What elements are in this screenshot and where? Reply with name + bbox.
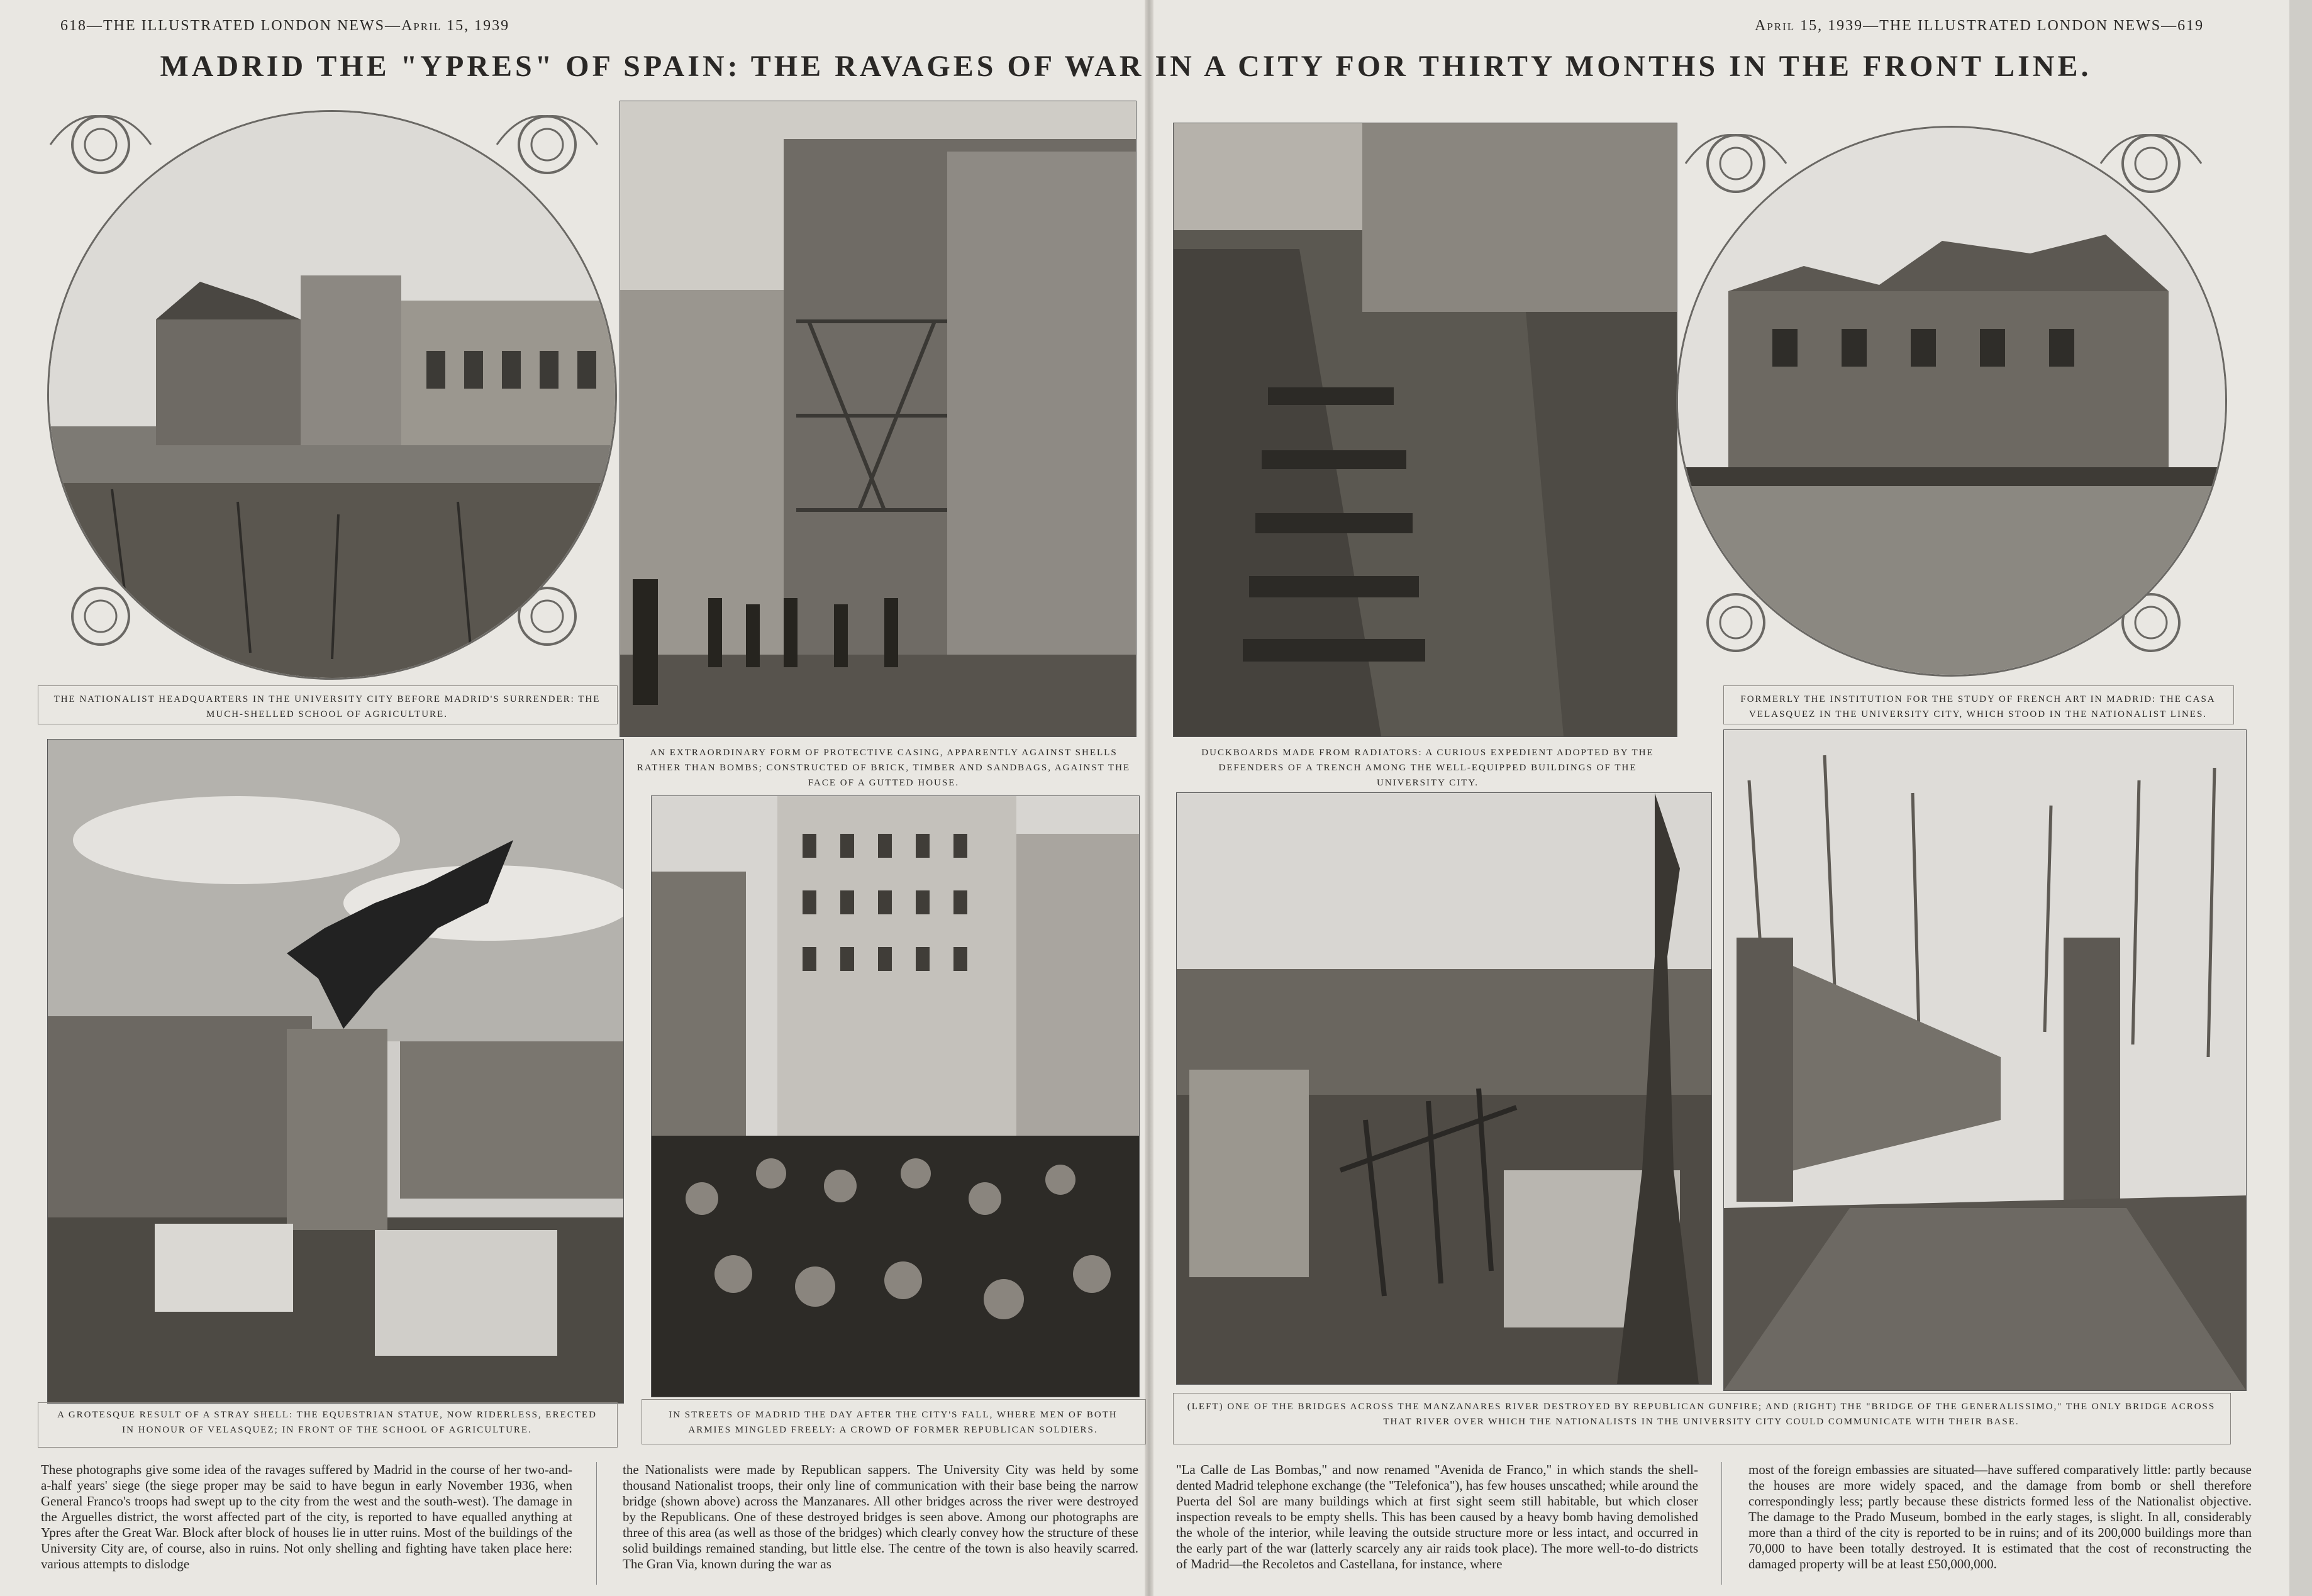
column-rule <box>596 1462 597 1585</box>
photo-riderless-statue <box>47 739 624 1404</box>
rosette-ornament <box>44 101 157 189</box>
photo-radiator-trench <box>1173 123 1677 737</box>
caption-protective-casing: AN EXTRAORDINARY FORM OF PROTECTIVE CASING, APPARENTLY AGAINST SHELLS RATHER THAN BOMBS; CONSTRUCTED OF BRICK, TIMBER AND SANDBAGS, AGAINST THE FACE OF A GUTTED HOUSE. <box>636 748 1131 788</box>
headline: MADRID THE "YPRES" OF SPAIN: THE RAVAGES OF WAR IN A CITY FOR THIRTY MONTHS IN THE FRONT LINE. <box>160 50 2092 83</box>
photo-casa-velasquez <box>1676 126 2227 677</box>
folio-left: 618—THE ILLUSTRATED LONDON NEWS—April 15, 1939 <box>60 18 510 34</box>
photo-agriculture-school <box>47 110 617 680</box>
photo-destroyed-bridge <box>1176 792 1712 1385</box>
caption-casa-velasquez: FORMERLY THE INSTITUTION FOR THE STUDY OF FRENCH ART IN MADRID: THE CASA VELASQUEZ IN THE UNIVERSITY CITY, WHICH STOOD IN THE NATIONALIST LINES. <box>1740 694 2216 719</box>
caption-riderless-statue: A GROTESQUE RESULT OF A STRAY SHELL: THE EQUESTRIAN STATUE, NOW RIDERLESS, ERECTED IN HONOUR OF VELASQUEZ; IN FRONT OF THE SCHOOL OF AGRICULTURE. <box>57 1410 597 1435</box>
body-column-2: the Nationalists were made by Republican sappers. The University City was held by some thousand Nationalist troops, their only line of communication with their base being the narrow bridge (shown above) across the Manzanares. All other bridges across the river were destroyed by the Republicans. One of these destroyed bridges is seen above. Among our photographs are three of this area (as well as those of the bridges) which clearly convey how the structure of these solid buildings remained standing, but little else. The centre of the town is also heavily scarred. The Gran Via, known during the war as <box>623 1462 1138 1571</box>
body-column-4: most of the foreign embassies are situated—have suffered comparatively little: partly because the houses are more widely spaced, and the damage from bomb or shell therefore correspondingly less; partly because these districts formed less of the Nationalist objective. The damage to the Prado Museum, bombed in the early stages, is slight. In all, considerably more than a third of the city is reported to be in ruins; and of its 200,000 buildings more than 70,000 to have been totally destroyed. It is estimated that the cost of reconstructing the damaged property will be at least £50,000,000. <box>1748 1462 2252 1571</box>
caption-agriculture-school: THE NATIONALIST HEADQUARTERS IN THE UNIVERSITY CITY BEFORE MADRID'S SURRENDER: THE MUCH-SHELLED SCHOOL OF AGRICULTURE. <box>53 694 601 719</box>
folio-right: April 15, 1939—THE ILLUSTRATED LONDON NEWS—619 <box>1755 18 2204 34</box>
photo-protective-casing <box>620 101 1137 737</box>
caption-bridges: (LEFT) ONE OF THE BRIDGES ACROSS THE MANZANARES RIVER DESTROYED BY REPUBLICAN GUNFIRE; AND (RIGHT) THE "BRIDGE OF THE GENERALISSIMO," THE ONLY BRIDGE ACROSS THAT RIVER OVER WHICH THE NATIONALISTS IN THE UNIVERSITY CITY COULD COMMUNICATE WITH THEIR BASE. <box>1187 1402 2216 1427</box>
column-rule <box>1721 1462 1722 1585</box>
photo-generalissimo-bridge <box>1723 729 2247 1391</box>
page-gutter <box>1145 0 1153 1596</box>
body-column-1: These photographs give some idea of the ravages suffered by Madrid in the course of her two-and-a-half years' siege (the siege proper may be said to have begun in early November 1936, when General Franco's troops had swept up to the city from the west and the south-west). The damage in the Arguelles district, the worst affected part of the city, is reported to have equalled anything at Ypres after the Great War. Block after block of houses lie in utter ruins. Most of the buildings of the University City are, of course, also in ruins. Not only shelling and fighting have taken place here: various attempts to dislodge <box>41 1462 572 1571</box>
caption-street-crowd: IN STREETS OF MADRID THE DAY AFTER THE CITY'S FALL, WHERE MEN OF BOTH ARMIES MINGLED FREELY: A CROWD OF FORMER REPUBLICAN SOLDIERS. <box>669 1410 1118 1435</box>
body-column-3: "La Calle de Las Bombas," and now renamed "Avenida de Franco," in which stands the shell-dented Madrid telephone exchange (the "Telefonica"), has few houses unscathed; while around the Puerta del Sol are many buildings which at first sight seem still habitable, but which closer inspection reveals to be empty shells. This has been caused by a heavy bomb having demolished the whole of the interior, while leaving the outside structure more or less intact, and occurred in the early part of the war (latterly scarcely any air raids took place). The more well-to-do districts of Madrid—the Recoletos and Castellana, for instance, where <box>1176 1462 1698 1571</box>
photo-street-crowd <box>651 795 1140 1397</box>
caption-radiator-trench: DUCKBOARDS MADE FROM RADIATORS: A CURIOUS EXPEDIENT ADOPTED BY THE DEFENDERS OF A TRENCH AMONG THE WELL-EQUIPPED BUILDINGS OF THE UNIVERSITY CITY. <box>1201 748 1654 788</box>
